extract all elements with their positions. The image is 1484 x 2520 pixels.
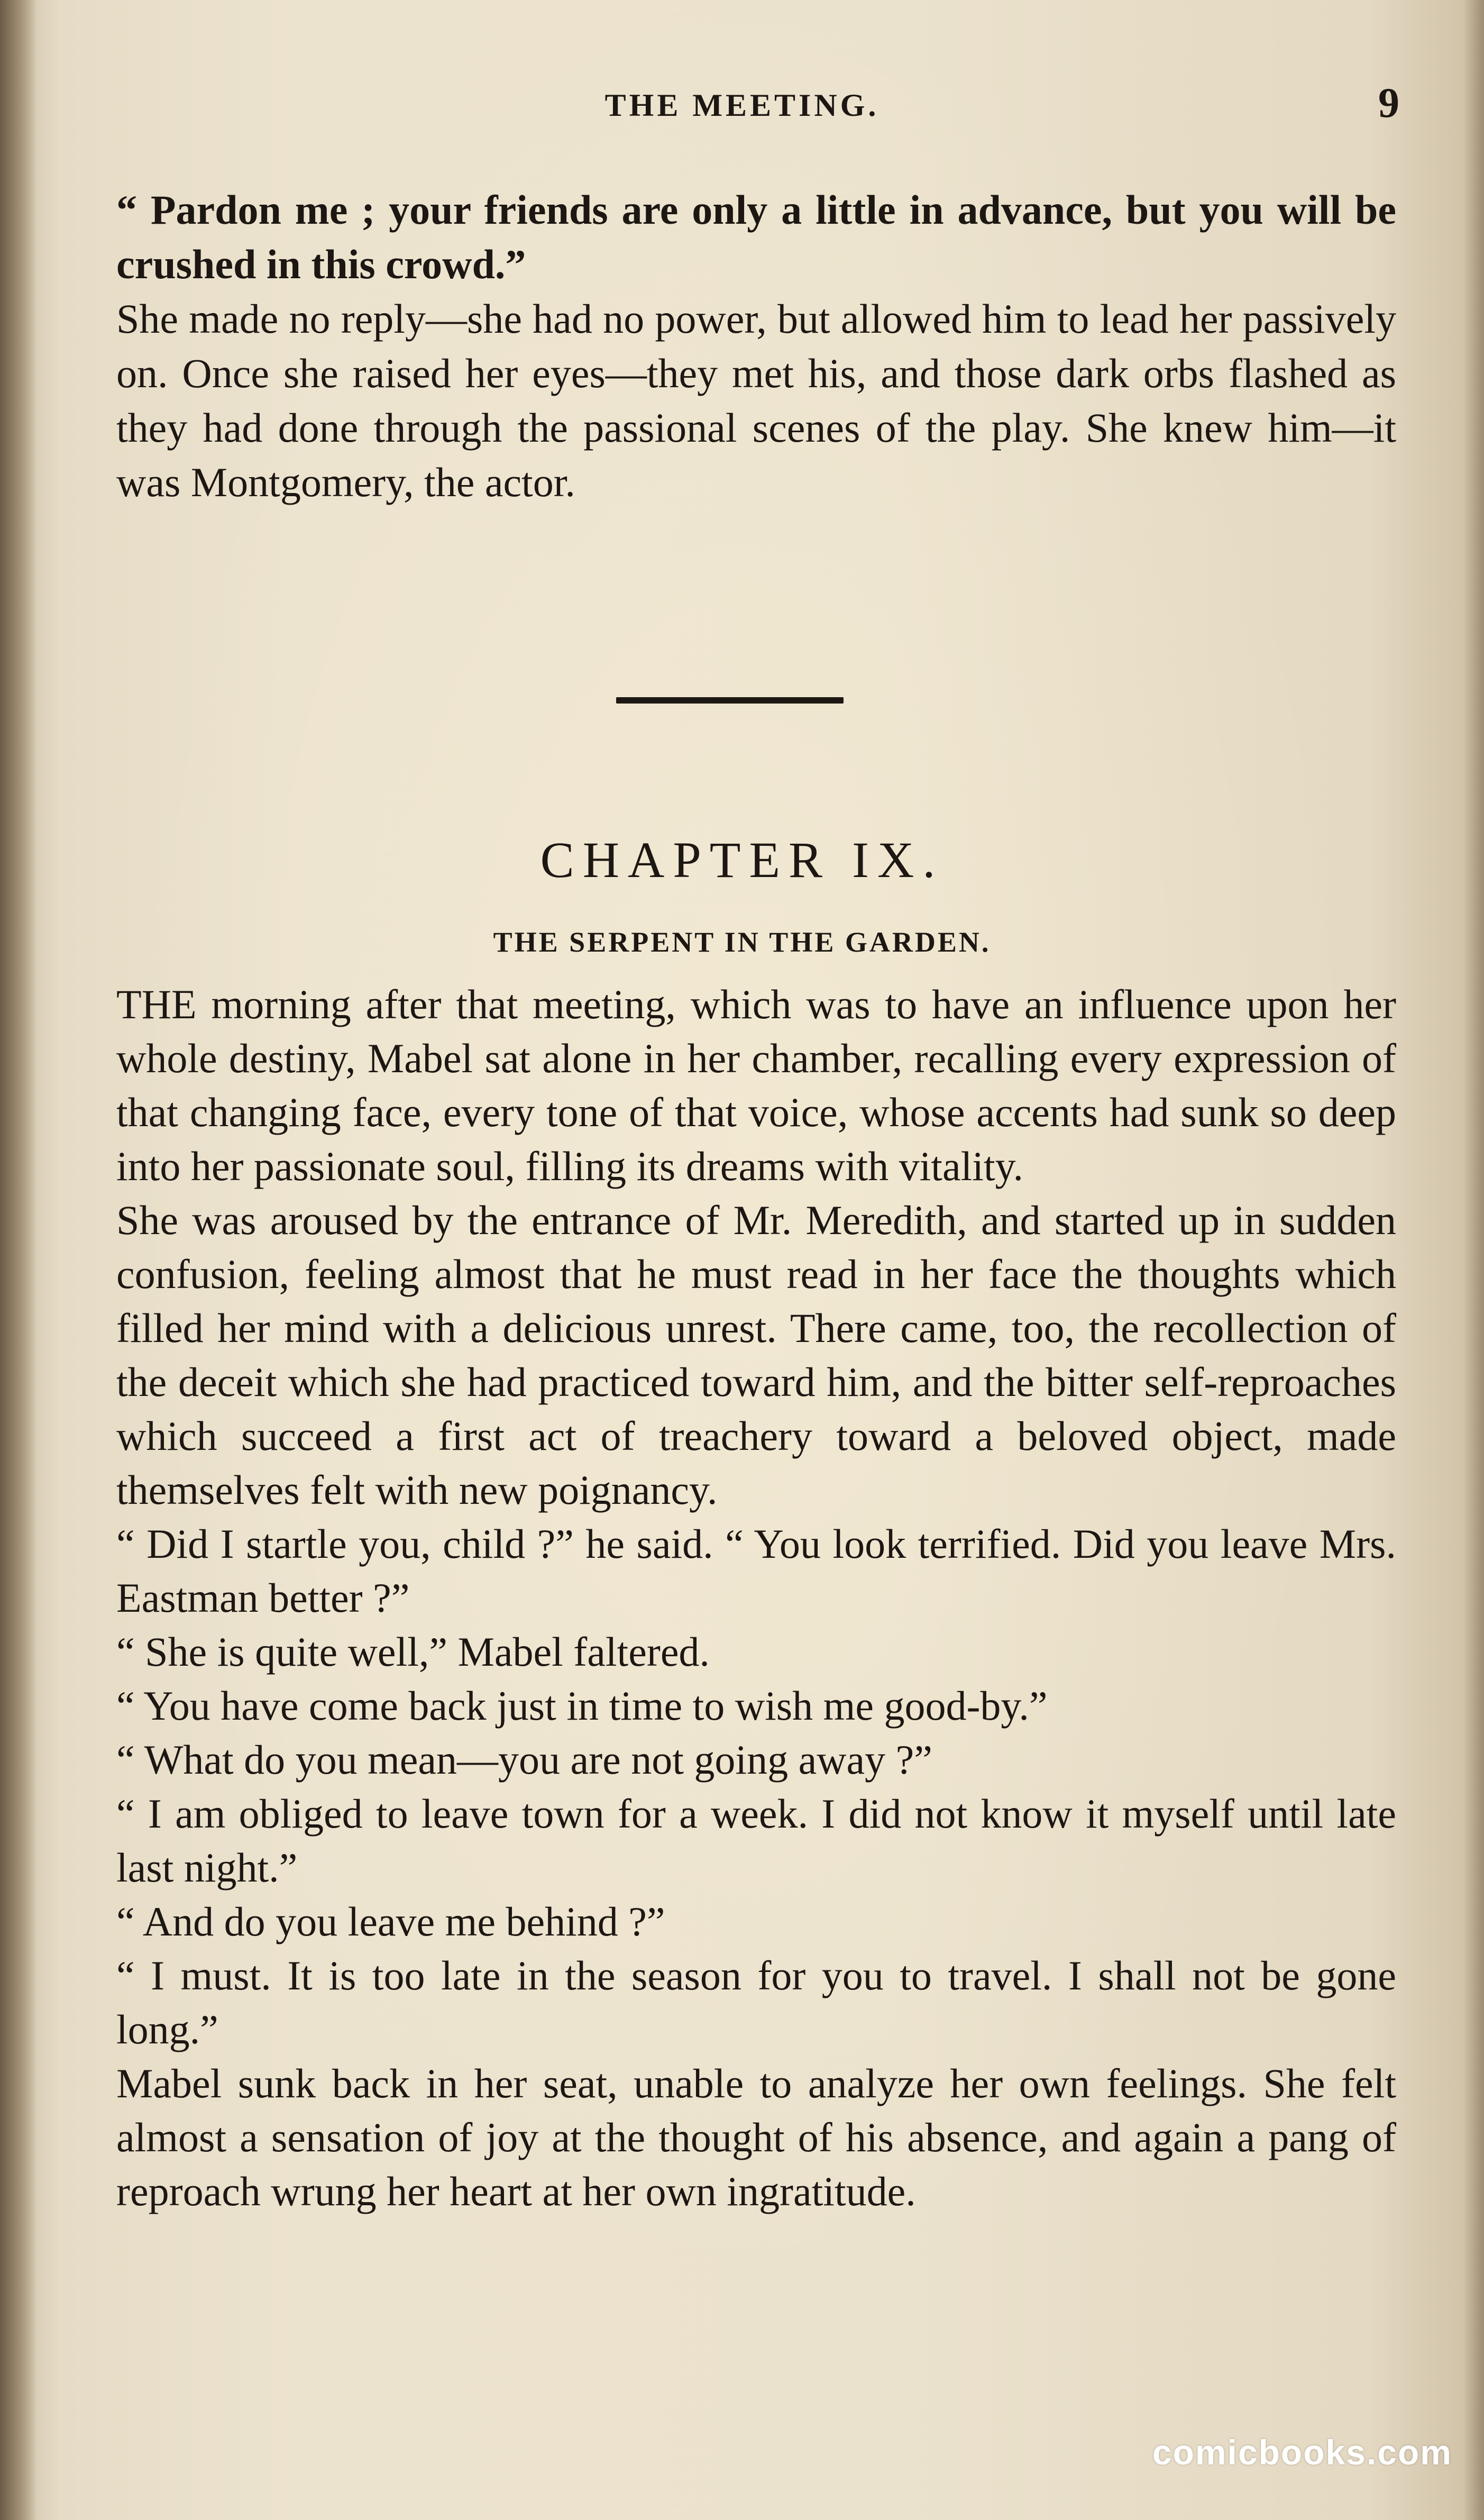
- page-number: 9: [1378, 80, 1399, 126]
- page-edge-shadow: [1463, 0, 1484, 2520]
- dialogue-line: “ She is quite well,” Mabel faltered.: [116, 1629, 710, 1675]
- paragraph: Mabel sunk back in her seat, unable to analyze her own feelings. She felt almost a sensation of joy at the thought of his absence, and again a pang of reproach wrung her heart at her own ingratitude.: [116, 2060, 1396, 2214]
- page-gutter-shadow: [0, 0, 37, 2520]
- continued-text: [116, 182, 1396, 509]
- dialogue-line: “ I am obliged to leave town for a week. I did not know it myself until late last night.”: [116, 1791, 1396, 1891]
- paragraph: She made no reply—she had no power, but allowed him to lead her passively on. Once she raised her eyes—they met his, and those dark orbs flashed as they had done through the passional scenes of the play. She knew him—it was Montgomery, the actor.: [116, 296, 1396, 505]
- section-divider-rule: [616, 697, 844, 704]
- dialogue-line: “ You have come back just in time to wish me good-by.”: [116, 1683, 1048, 1729]
- chapter-heading: CHAPTER IX.: [540, 832, 944, 888]
- paragraph: She was aroused by the entrance of Mr. Meredith, and started up in sudden confusion, feeling almost that he must read in her face the thoughts which filled her mind with a delicious unrest. There came, too, the recollection of the deceit which she had practiced toward him, and the bitter self-reproaches which succeed a first act of treachery toward a beloved object, made themselves felt with new poignancy.: [116, 1197, 1396, 1513]
- chapter-subtitle: THE SERPENT IN THE GARDEN.: [493, 926, 991, 958]
- paragraph: THE morning after that meeting, which was to have an influence upon her whole destiny, Mabel sat alone in her chamber, recalling every expression of that changing face, every tone of that voice, whose accents had sunk so deep into her passionate soul, filling its dreams with vitality.: [116, 981, 1396, 1189]
- paragraph: “ Pardon me ; your friends are only a little in advance, but you will be crushed in this crowd.”: [116, 187, 1396, 287]
- dialogue-line: “ And do you leave me behind ?”: [116, 1898, 665, 1944]
- running-head: THE MEETING.: [604, 88, 880, 123]
- dialogue-line: “ I must. It is too late in the season for you to travel. I shall not be gone long.”: [116, 1952, 1396, 2052]
- chapter-text: [116, 978, 1396, 2218]
- site-watermark: comicbooks.com: [1152, 2433, 1452, 2472]
- dialogue-line: “ Did I startle you, child ?” he said. “ You look terrified. Did you leave Mrs. Eastman better ?”: [116, 1521, 1396, 1621]
- dialogue-line: “ What do you mean—you are not going away ?”: [116, 1737, 932, 1783]
